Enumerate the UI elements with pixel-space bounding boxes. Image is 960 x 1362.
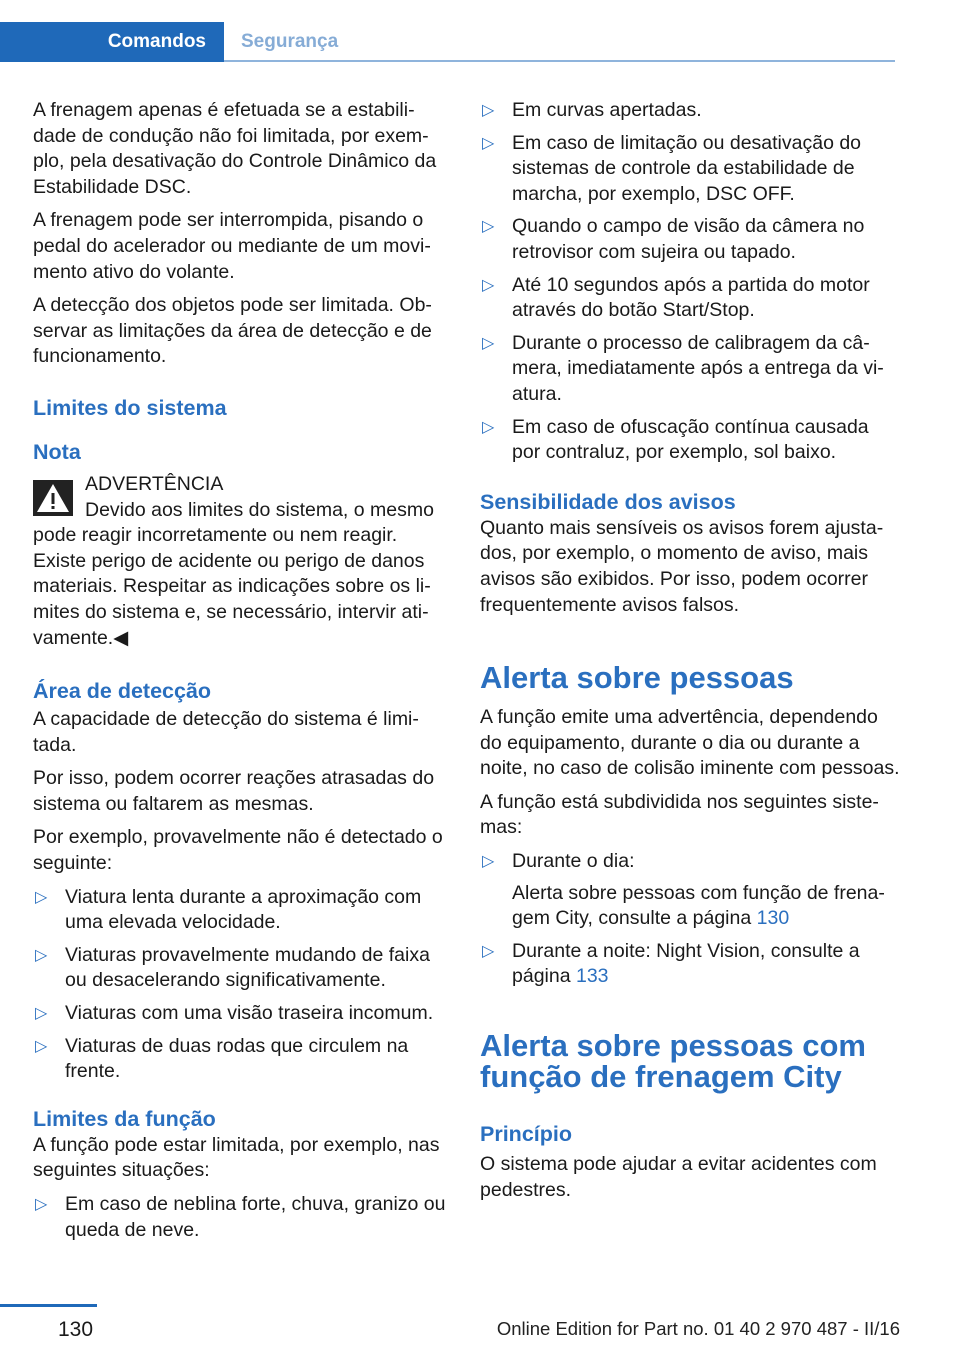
footer-divider [0, 1304, 97, 1307]
heading-alerta-pessoas: Alerta sobre pessoas [480, 660, 794, 696]
paragraph: A função pode estar limitada, por exemplo, nas seguintes situações: [33, 1133, 440, 1182]
list-item [480, 849, 900, 932]
triangle-bullet-icon: ▷ [35, 1005, 48, 1023]
list-item: ▷ Viaturas com uma visão traseira incomum. [33, 1001, 451, 1027]
warning-first-line: Devido aos limites do sistema, o mesmo [85, 498, 434, 521]
paragraph: Por exemplo, provavelmente não é detectado o seguinte: [33, 826, 443, 875]
list-item: ▷ Em curvas apertadas. [480, 98, 900, 124]
paragraph: A frenagem apenas é efetuada se a estabilidade de condução não foi limitada, por exemplo, pela desativação do Controle Dinâmico da Estabilidade DSC. [33, 99, 437, 198]
warning-icon [33, 480, 73, 516]
triangle-bullet-icon: ▷ [35, 1037, 48, 1055]
warning-block [33, 472, 451, 651]
list-item [480, 939, 900, 990]
list-item: ▷ Até 10 segundos após a partida do motor através do botão Start/Stop. [482, 273, 870, 322]
triangle-bullet-icon: ▷ [35, 888, 48, 906]
warning-text: pode reagir incorretamente ou nem reagir. Existe perigo de acidente ou perigo de danos materiais. Respeitar as indicações sobre os limites do sistema e, se necessário, intervir ativamente.◀ [33, 524, 431, 649]
night-text: Durante a noite: Night Vision, consulte a página [512, 939, 860, 988]
list-item: ▷ Em caso de limitação ou desativação do sistemas de controle da estabilidade de marcha, por exemplo, DSC OFF. [482, 131, 862, 205]
paragraph: Quanto mais sensíveis os avisos forem ajustados, por exemplo, o momento de aviso, mais avisos são exibidos. Por isso, podem ocorrer frequentemente avisos falsos. [480, 516, 884, 616]
footer-edition: Online Edition for Part no. 01 40 2 970 487 - II/16 [496, 1318, 900, 1339]
heading-sensibilidade: Sensibilidade dos avisos [480, 489, 736, 514]
left-column [33, 98, 451, 1250]
heading-area-deteccao: Área de detecção [33, 679, 212, 704]
triangle-bullet-icon: ▷ [482, 334, 495, 352]
heading-nota: Nota [33, 439, 81, 464]
function-limits-list-cont [480, 98, 900, 466]
page-link-133[interactable]: 133 [575, 965, 609, 988]
triangle-bullet-icon: ▷ [482, 853, 495, 871]
header-divider [224, 60, 895, 62]
right-column [480, 98, 900, 1211]
triangle-bullet-icon: ▷ [482, 134, 495, 152]
page-link-130[interactable]: 130 [756, 907, 790, 930]
header-tabbar [0, 0, 895, 62]
heading-alerta-frenagem-city: Alerta sobre pessoas com função de frenagem City [480, 1028, 866, 1095]
triangle-bullet-icon: ▷ [35, 946, 48, 964]
tab-comandos[interactable] [0, 22, 224, 62]
area-list [33, 885, 451, 1085]
page-number: 130 [58, 1318, 94, 1341]
list-item: ▷ Durante o processo de calibragem da câmera, imediatamente após a entrega da viatura. [482, 331, 884, 405]
paragraph: A função emite uma advertência, dependendo do equipamento, durante o dia ou durante a noite, no caso de colisão iminente com pessoas. [480, 706, 900, 780]
paragraph: Por isso, podem ocorrer reações atrasadas do sistema ou faltarem as mesmas. [33, 767, 435, 815]
list-item: ▷ Quando o campo de visão da câmera no retrovisor com sujeira ou tapado. [482, 215, 865, 263]
tab-seguranca-label: Segurança [241, 31, 339, 52]
heading-limites-sistema: Limites do sistema [33, 395, 227, 420]
list-item: ▷ Viaturas provavelmente mudando de faixa ou desacelerando significativamente. [35, 943, 430, 992]
paragraph: A detecção dos objetos pode ser limitada. Observar as limitações da área de detecção e de funcionamento. [33, 294, 432, 368]
triangle-bullet-icon: ▷ [482, 102, 495, 119]
function-limits-list [33, 1192, 451, 1243]
list-item: ▷ Viatura lenta durante a aproximação com uma elevada velocidade. [35, 885, 422, 934]
alert-systems-list [480, 849, 900, 990]
list-item: ▷ Em caso de neblina forte, chuva, granizo ou queda de neve. [35, 1193, 446, 1241]
paragraph: A capacidade de detecção do sistema é limitada. [33, 708, 419, 756]
heading-limites-funcao: Limites da função [33, 1106, 216, 1131]
paragraph: O sistema pode ajudar a evitar acidentes com pedestres. [480, 1153, 877, 1201]
list-item: ▷ Em caso de ofuscação contínua causada por contraluz, por exemplo, sol baixo. [482, 415, 869, 464]
day-label: Durante o dia: [512, 850, 635, 873]
triangle-bullet-icon: ▷ [35, 1196, 48, 1213]
triangle-bullet-icon: ▷ [482, 218, 495, 236]
warning-title: ADVERTÊNCIA [85, 472, 224, 495]
paragraph: A frenagem pode ser interrompida, pisando o pedal do acelerador ou mediante de um movimento ativo do volante. [33, 209, 431, 283]
tab-comandos-label: Comandos [107, 31, 206, 52]
list-item: ▷ Viaturas de duas rodas que circulem na frente. [35, 1034, 409, 1083]
paragraph: A função está subdividida nos seguintes sistemas: [480, 790, 879, 839]
tab-seguranca[interactable] [224, 22, 338, 62]
triangle-bullet-icon: ▷ [482, 942, 495, 960]
day-text: Alerta sobre pessoas com função de frenagem City, consulte a página [512, 881, 885, 930]
triangle-bullet-icon: ▷ [482, 276, 495, 294]
heading-principio: Princípio [480, 1122, 572, 1147]
triangle-bullet-icon: ▷ [482, 418, 495, 436]
